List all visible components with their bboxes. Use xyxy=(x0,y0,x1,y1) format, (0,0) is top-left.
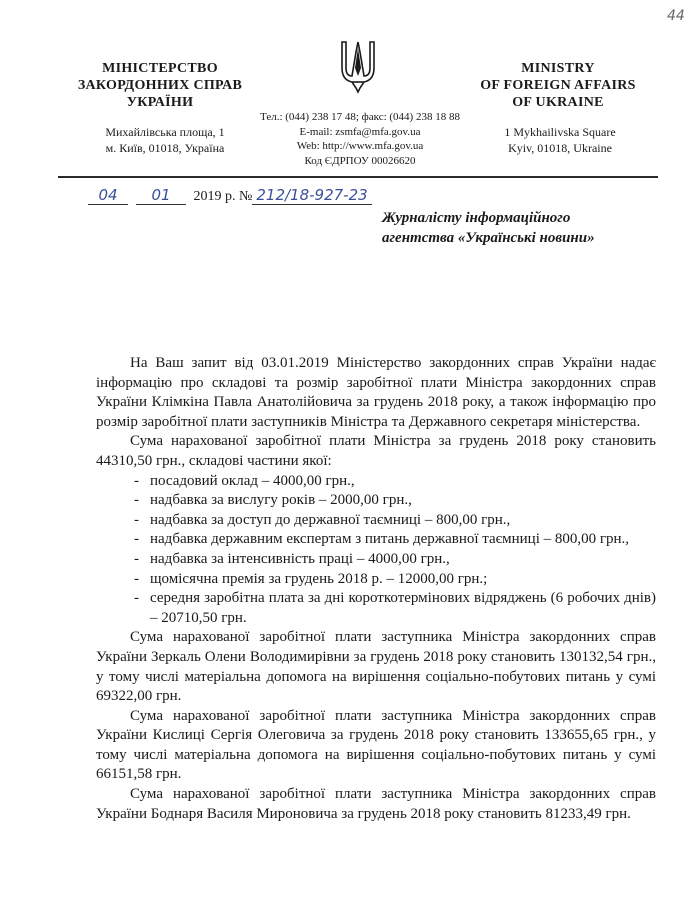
paragraph-deputy-kyslytsia: Сума нарахованої заробітної плати заступника Міністра закордонних справ України Кислиці Сергія Олеговича за грудень 2018 року становить 133655,65 грн., у тому числі матеріальна допомога на вирішення соціально-побутових питань у сумі 66151,58 грн. xyxy=(96,707,656,783)
paragraph-minister-salary: Сума нарахованої заробітної плати Міністра за грудень 2018 року становить 44310,50 грн., складові частини якої: xyxy=(96,433,656,469)
list-item: - надбавка за доступ до державної таємниці – 800,00 грн., xyxy=(136,511,656,531)
contact-email: E-mail: zsmfa@mfa.gov.ua xyxy=(299,125,421,138)
paragraph-deputy-zerkal: Сума нарахованої заробітної плати заступника Міністра закордонних справ України Зеркаль Олени Володимирівни за грудень 2018 року становить 130132,54 грн., у тому числі матеріальна допомога на вирішення соціально-побутових питань у сумі 69322,00 грн. xyxy=(96,629,656,705)
header-en-line: OF FOREIGN AFFAIRS xyxy=(480,78,636,93)
list-item: - посадовий оклад – 4000,00 грн., xyxy=(136,472,656,492)
addressee-line: агентства «Українські новини» xyxy=(382,230,595,246)
paragraph-deputy-bodnar: Сума нарахованої заробітної плати заступника Міністра закордонних справ України Боднаря Василя Мироновича за грудень 2018 року становить 81233,49 грн. xyxy=(96,786,656,822)
paragraph-intro: На Ваш запит від 03.01.2019 Міністерство закордонних справ України надає інформацію про складові та розмір заробітної плати Міністра закордонних справ України Клімкіна Павла Анатолійовича за грудень 2018 року, а також інформацію про розмір заробітної плати заступників Міністра та Державного секретаря міністерства. xyxy=(96,355,656,430)
header-ua-line: ЗАКОРДОННИХ СПРАВ xyxy=(77,78,243,93)
list-item: - надбавка за інтенсивність праці – 4000,00 грн., xyxy=(136,550,656,570)
header-ministry-ua xyxy=(60,60,260,111)
address-en-line: Kyiv, 01018, Ukraine xyxy=(508,141,612,155)
date-day: 04 xyxy=(88,186,128,205)
trident-icon xyxy=(338,38,378,94)
list-item: - середня заробітна плата за дні короткотермінових відряджень (6 робочих днів) – 20710,50 грн. xyxy=(136,589,656,628)
list-item: - щомісячна премія за грудень 2018 р. – 12000,00 грн.; xyxy=(136,570,656,590)
header-ua-line: УКРАЇНИ xyxy=(126,95,194,110)
date-month: 01 xyxy=(136,186,186,205)
salary-components-list xyxy=(96,472,656,629)
page-number: 44 xyxy=(667,8,685,24)
letter-body xyxy=(96,354,656,824)
date-and-number-line xyxy=(88,186,388,210)
header-ua-line: МІНІСТЕРСТВО xyxy=(102,61,218,76)
addressee-line: Журналісту інформаційного xyxy=(382,210,571,226)
outgoing-number: 212/18-927-23 xyxy=(252,186,371,205)
header-ministry-en xyxy=(468,60,648,111)
contact-edrpou: Код ЄДРПОУ 00026620 xyxy=(304,154,416,167)
header-divider xyxy=(58,176,658,178)
list-item: - надбавка державним експертам з питань державної таємниці – 800,00 грн., xyxy=(136,530,656,550)
list-item: - надбавка за вислугу років – 2000,00 грн., xyxy=(136,491,656,511)
addressee xyxy=(382,208,662,248)
contact-web: Web: http://www.mfa.gov.ua xyxy=(296,140,424,152)
address-en xyxy=(475,124,645,156)
contact-phone: Тел.: (044) 238 17 48; факс: (044) 238 18 88 xyxy=(260,111,460,123)
date-year-label: 2019 р. № xyxy=(193,189,253,204)
address-ua-line: Михайлівська площа, 1 xyxy=(105,125,225,139)
address-ua-line: м. Київ, 01018, Україна xyxy=(105,141,225,155)
header-en-line: MINISTRY xyxy=(521,61,595,76)
watermark-mark xyxy=(40,371,54,385)
address-ua xyxy=(80,124,250,156)
header-en-line: OF UKRAINE xyxy=(512,95,604,110)
contacts-block xyxy=(240,110,480,168)
address-en-line: 1 Mykhailivska Square xyxy=(504,125,616,139)
